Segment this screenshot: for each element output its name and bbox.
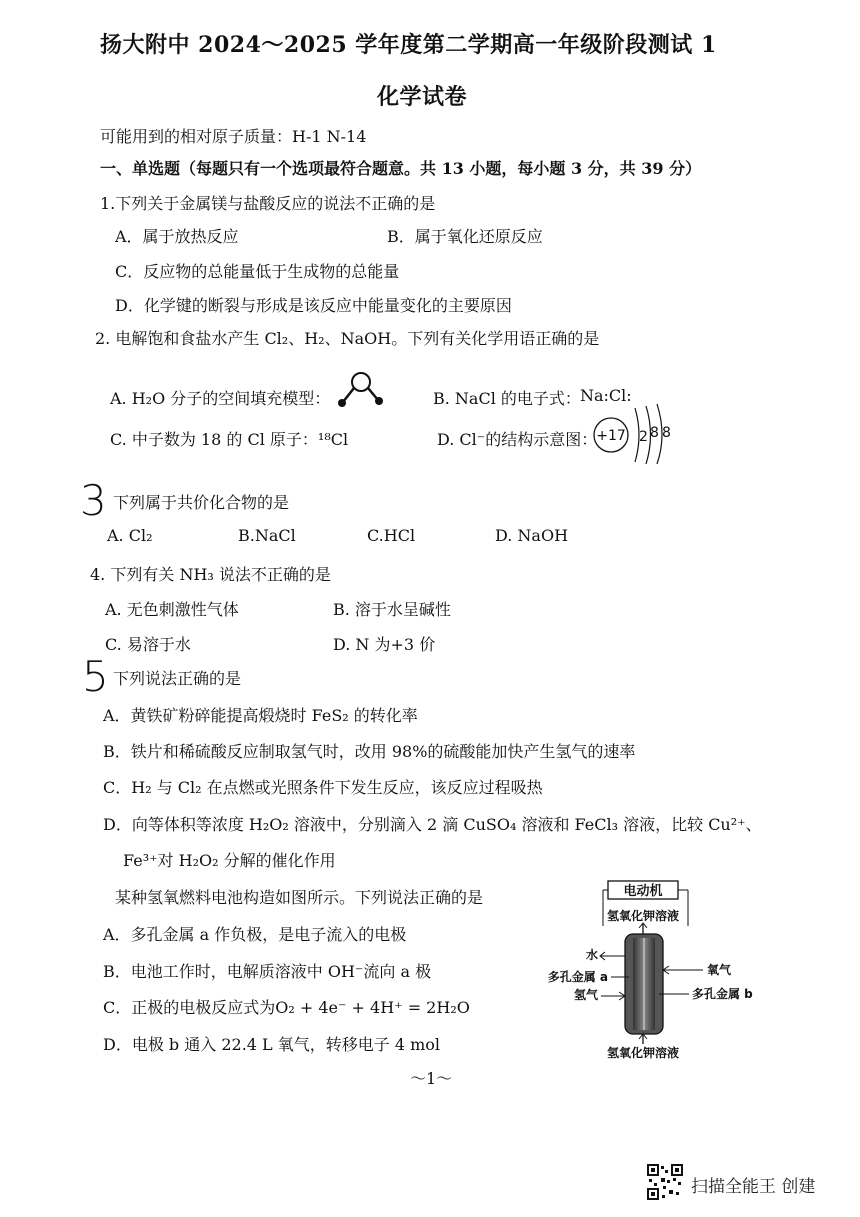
q6-stem: 某种氢氧燃料电池构造如图所示。下列说法正确的是 [115,888,484,907]
q4-option-d: D. N 为+3 价 [333,635,436,654]
q3-option-a: A. Cl₂ [107,526,153,545]
water-space-filling-model-icon [335,370,385,410]
q3-option-b: B.NaCl [238,526,296,545]
q1-option-c: C．反应物的总能量低于生成物的总能量 [115,262,400,281]
qr-code-icon [647,1164,683,1200]
q5-handwritten-number: 5 [82,652,109,701]
q3-option-c: C.HCl [367,526,416,545]
atomic-masses: 可能用到的相对原子质量：H-1 N-14 [100,127,367,146]
q3-option-d: D. NaOH [495,526,569,545]
q2-option-b: B. NaCl 的电子式： [433,389,581,408]
exam-title: 扬大附中 2024～2025 学年度第二学期高一年级阶段测试 1 [100,32,717,58]
electrode-a-label: 多孔金属 a [547,970,608,984]
shell-1-electrons: 2 [639,429,648,445]
q6-option-a: A．多孔金属 a 作负极，是电子流入的电极 [103,925,407,944]
q4-option-b: B. 溶于水呈碱性 [333,600,451,619]
q2-option-c: C. 中子数为 18 的 Cl 原子：¹⁸Cl [110,430,349,449]
page-number: ～1～ [410,1069,453,1088]
q3-stem: 下列属于共价化合物的是 [113,493,290,512]
exam-subtitle: 化学试卷 [377,84,468,110]
oxygen-label: 氧气 [707,963,732,977]
nacl-electron-formula: Na:Cl: [580,386,632,405]
q2-option-a: A. H₂O 分子的空间填充模型： [110,389,331,408]
electrode-b-label: 多孔金属 b [692,987,753,1001]
q4-option-c: C. 易溶于水 [105,635,191,654]
q2-option-d: D. Cl⁻的结构示意图： [437,430,598,449]
q2-stem: 2. 电解饱和食盐水产生 Cl₂、H₂、NaOH。下列有关化学用语正确的是 [95,329,600,348]
q3-handwritten-number: 3 [80,476,107,525]
q5-option-c: C．H₂ 与 Cl₂ 在点燃或光照条件下发生反应，该反应过程吸热 [103,778,543,797]
q5-stem: 下列说法正确的是 [113,669,242,688]
koh-top-label: 氢氧化钾溶液 [606,909,680,923]
q4-option-a: A. 无色刺激性气体 [105,600,239,619]
q5-option-d: D．向等体积等浓度 H₂O₂ 溶液中，分别滴入 2 滴 CuSO₄ 溶液和 FeCl₃ 溶液，比较 Cu²⁺、 [103,815,762,834]
water-label: 水 [585,948,598,962]
nucleus-charge-label: +17 [596,428,626,444]
shell-3-electrons: 8 [662,425,671,441]
hydrogen-label: 氢气 [573,988,598,1002]
section-heading: 一、单选题（每题只有一个选项最符合题意。共 13 小题，每小题 3 分，共 39 分） [100,159,702,178]
koh-bottom-label: 氢氧化钾溶液 [606,1046,680,1060]
q1-stem: 1.下列关于金属镁与盐酸反应的说法不正确的是 [100,194,436,213]
q6-option-c: C．正极的电极反应式为O₂ + 4e⁻ + 4H⁺ = 2H₂O [103,998,470,1017]
q4-stem: 4. 下列有关 NH₃ 说法不正确的是 [90,565,331,584]
shell-2-electrons: 8 [650,425,659,441]
motor-label: 电动机 [623,884,663,899]
q5-option-d-continued: Fe³⁺对 H₂O₂ 分解的催化作用 [123,851,336,870]
scanner-watermark: 扫描全能王 创建 [691,1177,816,1197]
q6-option-b: B．电池工作时，电解质溶液中 OH⁻流向 a 极 [103,962,432,981]
q5-option-b: B．铁片和稀硫酸反应制取氢气时，改用 98%的硫酸能加快产生氢气的速率 [103,742,636,761]
q5-option-a: A．黄铁矿粉碎能提高煅烧时 FeS₂ 的转化率 [103,706,418,725]
fuel-cell-diagram [545,876,775,1062]
q6-option-d: D．电极 b 通入 22.4 L 氧气，转移电子 4 mol [103,1035,441,1054]
chloride-ion-structure-diagram [590,402,680,464]
q1-option-b: B．属于氧化还原反应 [387,227,543,246]
q1-option-d: D．化学键的断裂与形成是该反应中能量变化的主要原因 [115,296,512,315]
q1-option-a: A．属于放热反应 [115,227,239,246]
